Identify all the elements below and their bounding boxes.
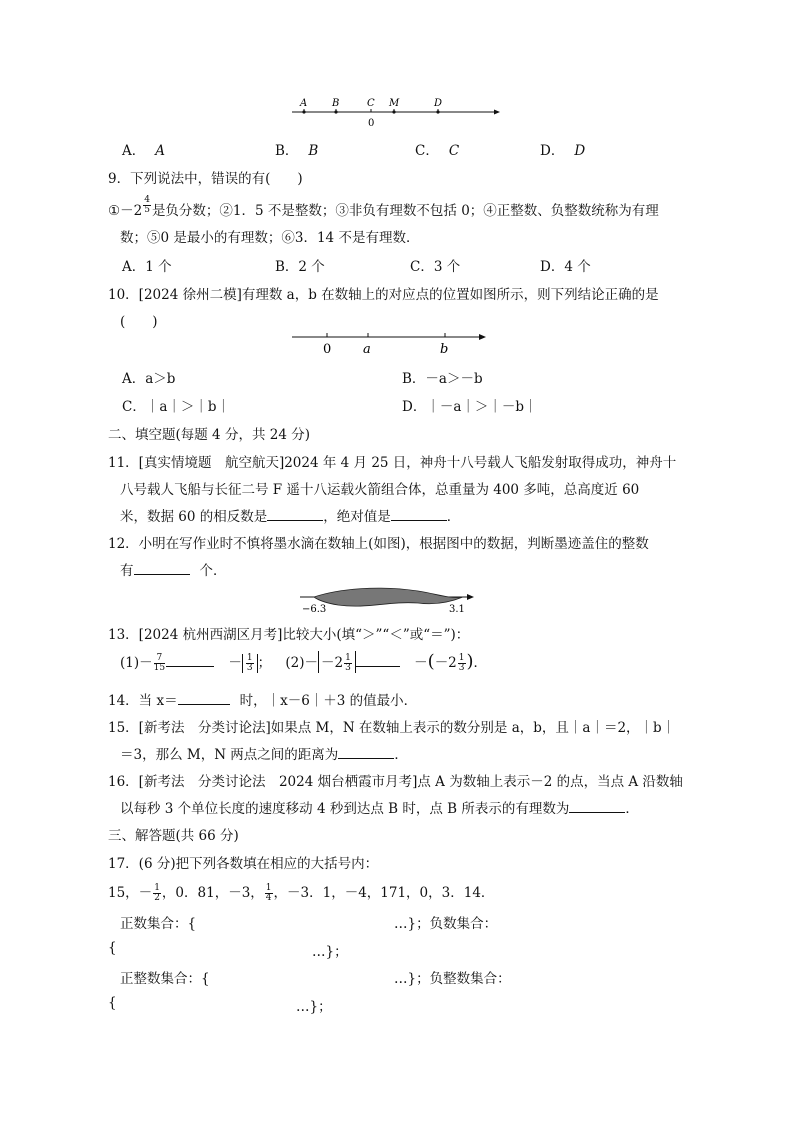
q15-line1: 15．[新考法 分类讨论法]如果点 M，N 在数轴上表示的数分别是 a，b，且｜a｜＝2，｜b｜ — [108, 720, 676, 736]
q11-blank1[interactable] — [267, 508, 323, 521]
q17-stem: 17．(6 分)把下列各数填在相应的大括号内： — [108, 856, 379, 872]
q10-option-d: D．｜－a｜＞｜－b｜ — [402, 399, 538, 415]
q10-paren: ( ) — [120, 314, 158, 330]
q8-number-line — [290, 92, 505, 132]
q12-blank[interactable] — [134, 562, 190, 575]
q8-label-c: C — [367, 98, 375, 109]
q16-line1: 16．[新考法 分类讨论法 2024 烟台栖霞市月考]点 A 为数轴上表示－2 的点，当点 A 沿数轴 — [108, 774, 683, 790]
q15-blank[interactable] — [338, 746, 394, 759]
q10-option-c: C．｜a｜＞｜b｜ — [122, 399, 231, 415]
q16-blank[interactable] — [569, 800, 625, 813]
q16-line2: 以每秒 3 个单位长度的速度移动 4 秒到达点 B 时，点 B 所表示的有理数为 ． — [120, 801, 639, 817]
q9-option-a: A．1 个 — [122, 259, 172, 275]
q14-line: 14．当 x＝ 时，｜x－6｜＋3 的值最小． — [108, 693, 418, 709]
q12-ink-number-line — [298, 583, 478, 615]
q9-line2: 数；⑤0 是最小的有理数；⑥3．14 不是有理数． — [120, 230, 420, 246]
section3-heading: 三、解答题(共 66 分) — [108, 828, 239, 844]
q13-parts: (1)－ $\frac{7}{15}$ － $\frac{1}{3}$ ； (2)－ －2 $\frac{1}{3}$ －(－2 $\frac{1}{3}$ )． — [120, 651, 488, 673]
q10-axis-zero: 0 — [323, 342, 332, 356]
q12-right-label: 3.1 — [449, 604, 465, 615]
q8-option-c: C． C — [415, 143, 460, 159]
q15-line2: ＝3，那么 M，N 两点之间的距离为 ． — [120, 747, 408, 763]
section2-heading: 二、填空题(每题 4 分，共 24 分) — [108, 427, 310, 443]
q17-positive-int-set-label: 正整数集合：{ — [120, 971, 210, 987]
q8-label-m: M — [389, 98, 400, 109]
q11-line1: 11．[真实情境题 航空航天]2024 年 4 月 25 日，神舟十八号载人飞船发射取得成功，神舟十 — [108, 455, 677, 471]
q8-label-a: A — [300, 98, 308, 109]
q17-negative-int-set-label: …}；负整数集合： — [394, 971, 511, 987]
q17-negative-int-set-open: { — [108, 995, 117, 1011]
q11-line2: 八号载人飞船与长征二号 F 遥十八运载火箭组合体，总重量为 400 多吨，总高度近 60 — [120, 482, 640, 498]
q8-option-d: D． D — [540, 143, 586, 159]
q17-numbers: 15，－ $\frac{1}{2}$ ，0．81，－3， $\frac{1}{4}$ ，－3．1，－4，171，0，3．14． — [108, 883, 495, 903]
q17-positive-set-label: 正数集合：{ — [120, 916, 197, 932]
q9-option-b: B．2 个 — [275, 259, 325, 275]
q12-left-label: −6.3 — [302, 604, 327, 615]
q9-line1: ①－2 $\frac{4}{5}$ 是负分数；②1．5 不是整数；③非负有理数不包括 0；④正整数、负整数统称为有理 — [108, 195, 659, 219]
q17-negative-set-close: …}； — [312, 944, 348, 960]
q17-negative-set-open: { — [108, 940, 117, 956]
q12-line1: 12．小明在写作业时不慎将墨水滴在数轴上(如图)，根据图中的数据，判断墨迹盖住的整数 — [108, 536, 649, 552]
q10-stem: 10．[2024 徐州二模]有理数 a，b 在数轴上的对应点的位置如图所示，则下列结论正确的是 — [108, 287, 659, 303]
q10-axis-a: a — [363, 342, 371, 356]
q13-blank2[interactable] — [356, 654, 400, 667]
q13-blank1[interactable] — [166, 654, 214, 667]
q11-line3: 米，数据 60 的相反数是 ，绝对值是 ． — [120, 509, 461, 525]
q8-label-b: B — [332, 98, 340, 109]
q9-option-d: D．4 个 — [540, 259, 591, 275]
q12-line2: 有 个． — [120, 563, 227, 579]
q13-stem: 13．[2024 杭州西湖区月考]比较大小(填“＞”“＜”或“＝”)： — [108, 627, 470, 643]
q9-option-c: C．3 个 — [410, 259, 461, 275]
q8-option-b: B． B — [275, 143, 319, 159]
q9-stem: 9．下列说法中，错误的有( ) — [108, 171, 303, 187]
q17-negative-set-label: …}；负数集合： — [394, 916, 498, 932]
q10-option-b: B．－a＞－b — [402, 371, 483, 387]
q10-option-a: A．a＞b — [122, 371, 176, 387]
q8-option-a: A． A — [122, 143, 165, 159]
q14-blank[interactable] — [178, 692, 230, 705]
q8-label-zero: 0 — [368, 118, 375, 129]
q10-number-line — [290, 328, 490, 356]
q11-blank2[interactable] — [391, 508, 447, 521]
q8-label-d: D — [434, 98, 443, 109]
q12-ink-blot — [314, 588, 463, 606]
q17-negative-int-set-close: …}； — [296, 999, 332, 1015]
q10-axis-b: b — [440, 342, 449, 356]
